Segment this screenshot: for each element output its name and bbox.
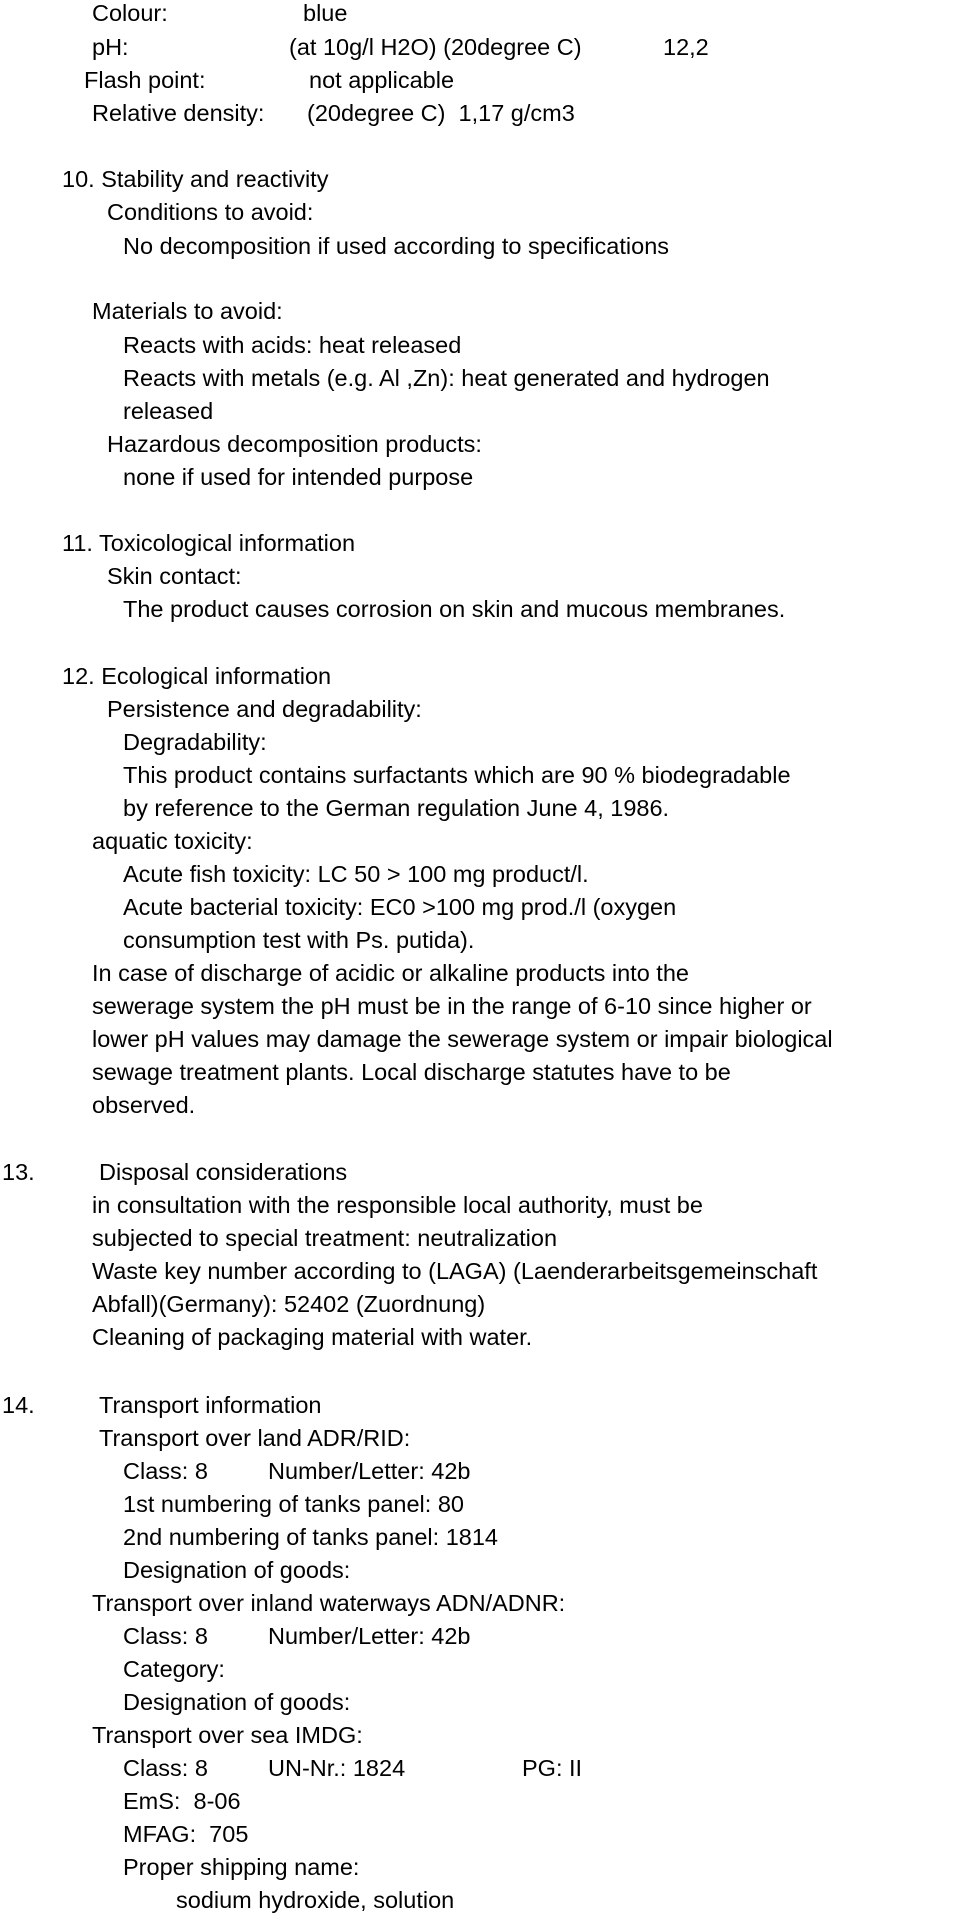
transport-sea-un-number: UN-Nr.: 1824 [268,1755,406,1781]
section-11-heading: 11. Toxicological information [62,530,356,556]
disposal-text-5: Cleaning of packaging material with water. [92,1324,533,1350]
degradability-text-1: This product contains surfactants which are 90 % biodegradable [123,762,791,788]
transport-inland-label: Transport over inland waterways ADN/ADNR: [92,1590,566,1616]
density-value: (20degree C) 1,17 g/cm3 [307,100,575,126]
transport-sea-ems: EmS: 8-06 [123,1788,241,1814]
conditions-to-avoid-label: Conditions to avoid: [107,199,314,225]
hazardous-decomposition-label: Hazardous decomposition products: [107,431,482,457]
transport-sea-mfag: MFAG: 705 [123,1821,249,1847]
ph-value: 12,2 [663,34,709,60]
transport-inland-category: Category: [123,1656,225,1682]
discharge-text-5: observed. [92,1092,196,1118]
transport-inland-designation: Designation of goods: [123,1689,351,1715]
section-14-number: 14. [2,1392,35,1418]
conditions-to-avoid-text: No decomposition if used according to specifications [123,233,670,259]
transport-land-number: Number/Letter: 42b [268,1458,471,1484]
section-14-heading: Transport information [99,1392,322,1418]
disposal-text-1: in consultation with the responsible local authority, must be [92,1192,703,1218]
degradability-text-2: by reference to the German regulation June 4, 1986. [123,795,670,821]
materials-to-avoid-label: Materials to avoid: [92,298,283,324]
section-12-heading: 12. Ecological information [62,663,332,689]
discharge-text-1: In case of discharge of acidic or alkaline products into the [92,960,689,986]
flash-point-value: not applicable [309,67,455,93]
ph-condition: (at 10g/l H2O) (20degree C) [289,34,582,60]
aquatic-toxicity-label: aquatic toxicity: [92,828,253,854]
density-label: Relative density: [92,100,265,126]
transport-inland-class: Class: 8 [123,1623,208,1649]
discharge-text-4: sewage treatment plants. Local discharge statutes have to be [92,1059,731,1085]
transport-sea-shipping-label: Proper shipping name: [123,1854,360,1880]
section-13-number: 13. [2,1159,35,1185]
skin-contact-text: The product causes corrosion on skin and mucous membranes. [123,596,786,622]
transport-land-label: Transport over land ADR/RID: [99,1425,411,1451]
section-10-heading: 10. Stability and reactivity [62,166,329,192]
persistence-label: Persistence and degradability: [107,696,422,722]
flash-point-label: Flash point: [84,67,206,93]
disposal-text-4: Abfall)(Germany): 52402 (Zuordnung) [92,1291,486,1317]
transport-land-tank-2: 2nd numbering of tanks panel: 1814 [123,1524,498,1550]
transport-land-designation: Designation of goods: [123,1557,351,1583]
materials-metals-text: Reacts with metals (e.g. Al ,Zn): heat generated and hydrogen [123,365,770,391]
transport-sea-shipping-name: sodium hydroxide, solution [176,1887,455,1913]
transport-land-tank-1: 1st numbering of tanks panel: 80 [123,1491,464,1517]
bacterial-toxicity-text-1: Acute bacterial toxicity: EC0 >100 mg prod./l (oxygen [123,894,677,920]
bacterial-toxicity-text-2: consumption test with Ps. putida). [123,927,475,953]
colour-label: Colour: [92,0,168,26]
degradability-label: Degradability: [123,729,267,755]
transport-inland-number: Number/Letter: 42b [268,1623,471,1649]
discharge-text-3: lower pH values may damage the sewerage system or impair biological [92,1026,833,1052]
transport-sea-packing-group: PG: II [522,1755,583,1781]
discharge-text-2: sewerage system the pH must be in the range of 6-10 since higher or [92,993,812,1019]
materials-acids-text: Reacts with acids: heat released [123,332,462,358]
transport-sea-class: Class: 8 [123,1755,208,1781]
materials-metals-text-cont: released [123,398,214,424]
colour-value: blue [303,0,348,26]
section-13-heading: Disposal considerations [99,1159,348,1185]
disposal-text-2: subjected to special treatment: neutralization [92,1225,558,1251]
transport-land-class: Class: 8 [123,1458,208,1484]
transport-sea-label: Transport over sea IMDG: [92,1722,363,1748]
disposal-text-3: Waste key number according to (LAGA) (Laenderarbeitsgemeinschaft [92,1258,818,1284]
hazardous-decomposition-text: none if used for intended purpose [123,464,474,490]
skin-contact-label: Skin contact: [107,563,242,589]
fish-toxicity-text: Acute fish toxicity: LC 50 > 100 mg product/l. [123,861,589,887]
ph-label: pH: [92,34,129,60]
